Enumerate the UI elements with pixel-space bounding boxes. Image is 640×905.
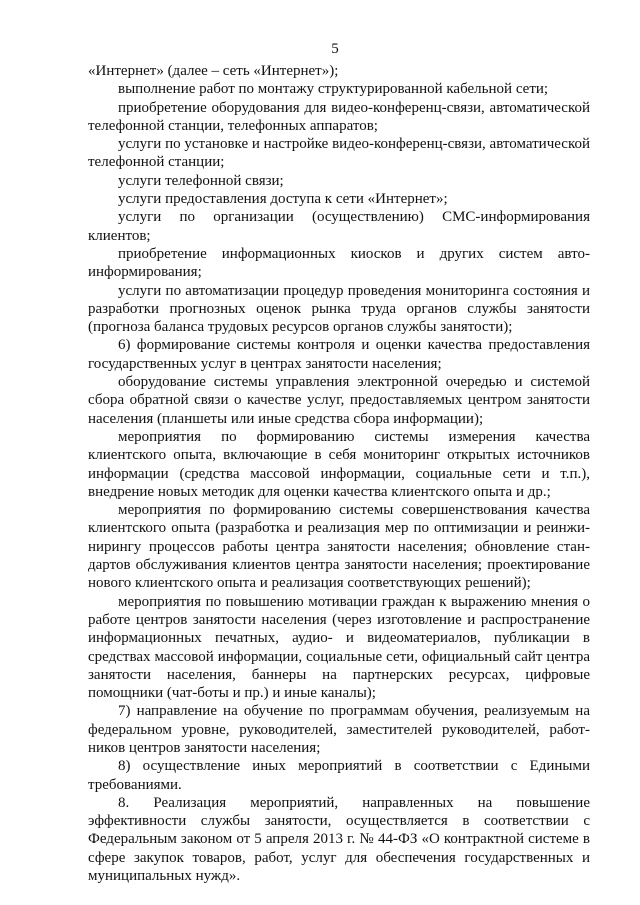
paragraph: мероприятия по формированию системы измерения качества клиентского опыта, включающие в себя мониторинг открытых источников информации (средства массовой информации, социальные сети и т.п.), внедрение новых методик для оценки качества клиентского опыта и др.; bbox=[88, 428, 590, 500]
paragraph: выполнение работ по монтажу структурированной кабельной сети; bbox=[118, 81, 549, 98]
paragraph: мероприятия по повышению мотивации граждан к выражению мнения о работе центров занятости населения (через изготовление и распространение информационных печатных, аудио- и видеоматериалов, публикации в средствах массовой информации, социальные сети, официальный сайт центра занятости населения, баннеры на партнерских ресурсах, цифровые помощники (чат-боты и пр.) и иные каналы); bbox=[88, 593, 590, 702]
paragraph: 8) осуществление иных мероприятий в соответствии с Едиными требованиями. bbox=[88, 758, 590, 793]
document-body bbox=[88, 62, 590, 885]
paragraph: услуги по автоматизации процедур проведения мониторинга состояния и разработки прогнозных оценок рынка труда органов службы занятости (прогноза баланса трудовых ресурсов органов службы занятости); bbox=[88, 282, 590, 336]
paragraph: мероприятия по формированию системы совершенствования качества клиентского опыта (разработка и реализация мер по оптимизации и реинжинирингу процессов работы центра занятости населения; обновление стандартов обслуживания клиентов центра занятости населения; проектирование нового клиентского опыта и реализация соответствующих решений); bbox=[88, 502, 590, 592]
paragraph: оборудование системы управления электронной очередью и системой сбора обратной связи о качестве услуг, предоставляемых центром занятости населения (планшеты или иные средства сбора информации); bbox=[88, 374, 590, 427]
paragraph: 6) формирование системы контроля и оценки качества предоставления государственных услуг в центрах занятости населения; bbox=[88, 337, 590, 372]
page-number: 5 bbox=[331, 41, 339, 57]
paragraph: приобретение информационных киосков и других систем автоинформирования; bbox=[88, 245, 590, 281]
paragraph: услуги по установке и настройке видео-конференц-связи, автоматической телефонной станции; bbox=[88, 136, 590, 171]
paragraph: услуги предоставления доступа к сети «Интернет»; bbox=[118, 191, 448, 208]
paragraph: 7) направление на обучение по программам обучения, реализуемым на федеральном уровне, руководителей, заместителей руководителей, работников центров занятости населения; bbox=[88, 703, 590, 756]
paragraph: услуги телефонной связи; bbox=[118, 172, 284, 189]
paragraph: «Интернет» (далее – сеть «Интернет»); bbox=[88, 63, 339, 79]
paragraph: приобретение оборудования для видео-конференц-связи, автоматической телефонной станции, телефонных аппаратов; bbox=[88, 99, 590, 134]
paragraph: услуги по организации (осуществлению) СМС-информирования клиентов; bbox=[88, 209, 590, 244]
paragraph: 8. Реализация мероприятий, направленных на повышение эффективности службы занятости, осуществляется в соответствии с Федеральным законом от 5 апреля 2013 г. № 44-ФЗ «О контрактной системе в сфере закупок товаров, работ, услуг для обеспечения государственных и муниципальных нужд». bbox=[88, 794, 590, 885]
